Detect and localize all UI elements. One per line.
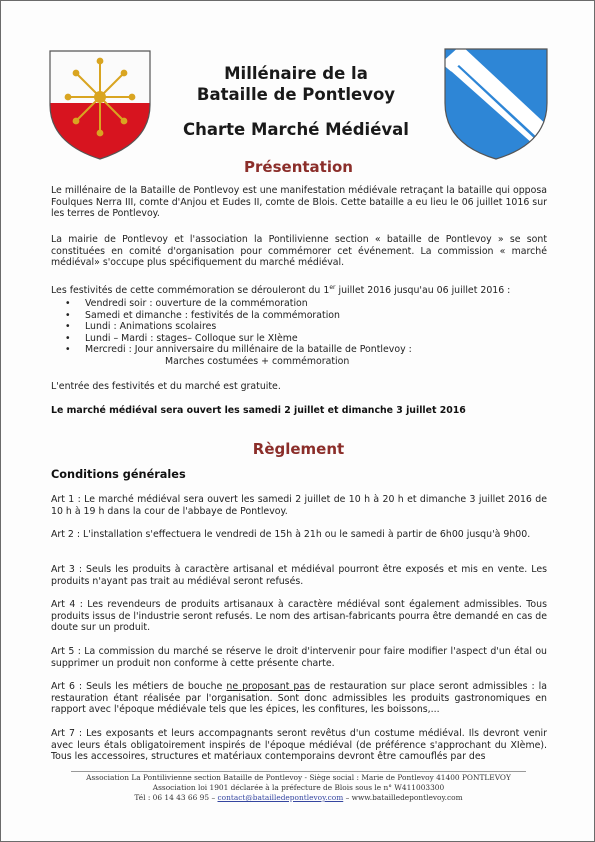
right-coat-of-arms-icon: [441, 45, 551, 161]
footer-line-2: Association loi 1901 déclarée à la préfecture de Blois sous le n° W411003300: [152, 783, 445, 792]
presentation-paragraph-3: [51, 282, 547, 297]
presentation-paragraph-1: Le millénaire de la Bataille de Pontlevoy est une manifestation médiévale retraçant la bataille qui opposa Foulques Nerra III, comte d'Anjou et Eudes II, comte de Blois. Cette bataille a eu lieu le 06 juillet 1016 sur les terres de Pontlevoy.: [51, 185, 547, 220]
presentation-paragraph-2: La mairie de Pontlevoy et l'association la Pontilivienne section « bataille de Pontlevoy » se sont constituées en comité d'organisation pour commémorer cet événement. La commission « marché médiéval» s'occupe plus spécifiquement du marché médiéval.: [51, 234, 547, 269]
art6-end: de restauration sur place seront admissibles : la restauration étant réalisée par l'organisation. Sont donc admissibles les produits gastronomiques en rapport avec l'époque médiévale tels que les épices, les confitures, les boissons,...: [51, 681, 547, 716]
list-item: • Lundi – Mardi : stages– Colloque sur le XIème: [65, 333, 535, 345]
left-coat-of-arms-icon: [46, 47, 154, 161]
footer-email-link[interactable]: contact@batailledepontlevoy.com: [217, 793, 344, 802]
list-item: • Vendredi soir : ouverture de la commémoration: [65, 298, 535, 310]
article-3: Art 3 : Seuls les produits à caractère artisanal et médiéval pourront être exposés et mis en vente. Les produits n'ayant pas trait au médiéval seront refusés.: [51, 564, 547, 587]
footer-phone: Tél : 06 14 43 66 95 –: [134, 793, 216, 802]
title-line-2: Bataille de Pontlevoy: [196, 85, 396, 104]
article-5: Art 5 : La commission du marché se réserve le droit d'intervenir pour faire modifier l'aspect d'un étal ou supprimer un produit non conforme à cette présente charte.: [51, 646, 547, 669]
list-item: • Mercredi : Jour anniversaire du millénaire de la bataille de Pontlevoy :: [65, 344, 535, 356]
subheading-general-conditions: Conditions générales: [51, 468, 186, 481]
article-4: Art 4 : Les revendeurs de produits artisanaux à caractère médiéval sont également admissibles. Tous produits issus de l'industrie seront refusés. Le nom des artisan-fabricants pourra être demandé en cas de doute sur un produit.: [51, 599, 547, 634]
list-item-continuation: Marches costumées + commémoration: [165, 355, 350, 367]
article-6: [51, 681, 547, 716]
document-subtitle: Charte Marché Médiéval: [183, 120, 409, 139]
para3-sup: er: [329, 284, 336, 291]
article-2: Art 2 : L'installation s'effectuera le vendredi de 15h à 21h ou le samedi à partir de 6h00 jusqu'à 9h00.: [51, 529, 531, 540]
opening-dates-text: Le marché médiéval sera ouvert les samedi 2 juillet et dimanche 3 juillet 2016: [51, 405, 466, 416]
free-entry-text: L'entrée des festivités et du marché est gratuite.: [51, 381, 281, 392]
article-7: Art 7 : Les exposants et leurs accompagnants seront revêtus d'un costume médiéval. Ils devront venir avec leurs étals obligatoirement inspirés de l'époque médiéval (de préférence s'approchant du XIème). Tous les accessoires, structures et matériaux contemporains devront être camouflés par des: [51, 728, 547, 763]
art6-start: Art 6 : Seuls les métiers de bouche: [51, 681, 227, 692]
article-1: Art 1 : Le marché médiéval sera ouvert les samedi 2 juillet de 10 h à 20 h et dimanche 3 juillet 2016 de 10 h à 19 h dans la cour de l'abbaye de Pontlevoy.: [51, 494, 547, 517]
para3-end: juillet 2016 jusqu'au 06 juillet 2016 :: [335, 285, 511, 297]
list-item: • Lundi : Animations scolaires: [65, 321, 535, 333]
section-heading-presentation: Présentation: [244, 158, 353, 176]
art6-underlined: ne proposant pas: [226, 681, 310, 692]
festivities-list: [65, 298, 535, 368]
title-line-1: Millénaire de la: [224, 64, 368, 83]
para3-start: Les festivités de cette commémoration se dérouleront du 1: [51, 285, 330, 297]
section-heading-reglement: Règlement: [252, 440, 345, 458]
list-item: • Samedi et dimanche : festivités de la commémoration: [65, 310, 535, 322]
footer-divider: [71, 771, 526, 772]
footer-website: – www.batailledepontlevoy.com: [345, 793, 463, 802]
footer-line-3: [1, 793, 595, 803]
footer-line-1: Association La Pontilivienne section Bataille de Pontlevoy - Siège social : Marie de Pontlevoy 41400 PONTLEVOY: [86, 773, 511, 782]
